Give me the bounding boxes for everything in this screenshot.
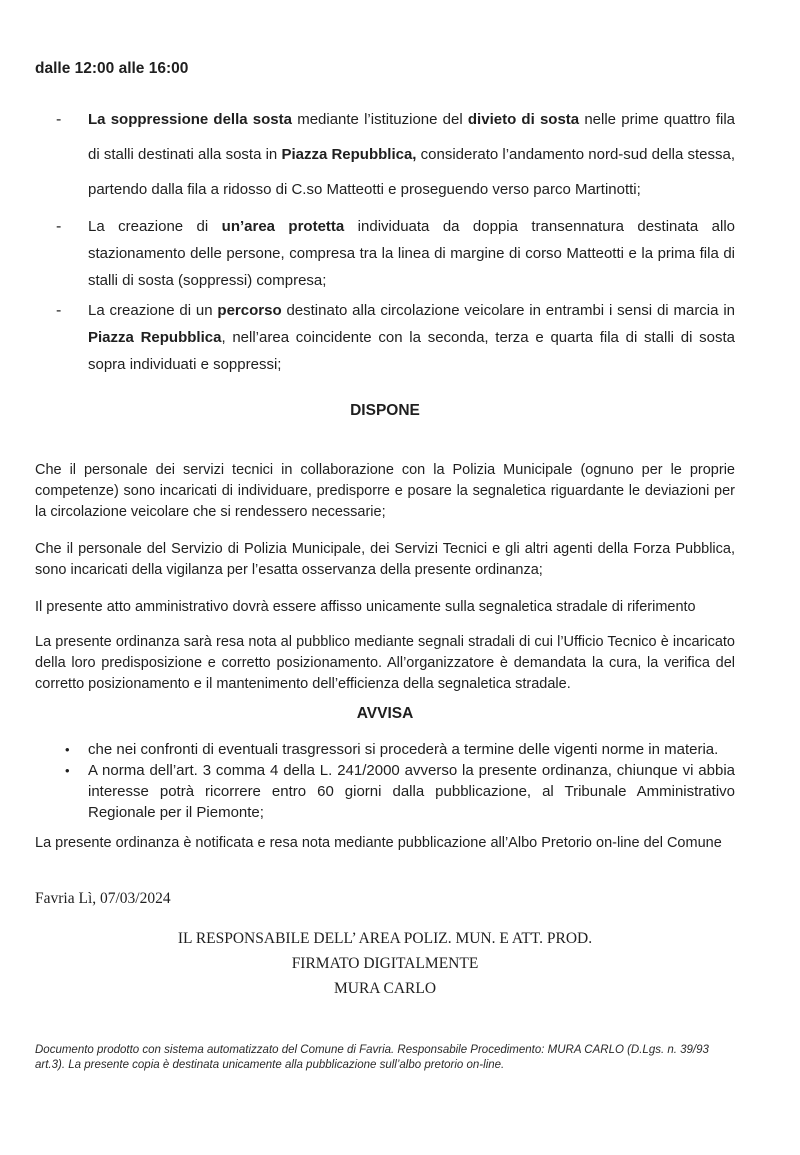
bullet-item-ricorso [35,760,735,823]
list-item-soppressione-sosta [35,102,735,207]
text-segment: Piazza Repubblica [88,329,222,346]
list-item-percorso [35,297,735,378]
list-item-text [88,102,735,207]
dash-marker: - [56,302,62,319]
document-footer-note: Documento prodotto con sistema automatizzato del Comune di Favria. Responsabile Procedimento: MURA CARLO (D.Lgs. n. 39/93 art.3). La presente copia è destinata unicamente alla pubblicazione sull’albo pretorio on-line. [35,1044,709,1071]
dash-list [35,102,735,378]
signature-digital-note: FIRMATO DIGITALMENTE [291,955,479,972]
text-segment: un’area protetta [221,218,345,235]
text-segment: La creazione di [88,218,222,235]
paragraph-atto-amministrativo: Il presente atto amministrativo dovrà essere affisso unicamente sulla segnaletica stradale di riferimento [35,599,696,615]
text-segment: Piazza Repubblica, [281,146,417,163]
closing-paragraph: La presente ordinanza è notificata e resa nota mediante pubblicazione all’Albo Pretorio on-line del Comune [35,835,722,851]
bullet-marker: • [65,763,70,778]
bullet-item-trasgressori [35,739,735,760]
list-item-text [88,213,735,294]
avvisa-heading: AVVISA [356,705,414,722]
list-item-text [88,297,735,378]
text-segment: mediante l’istituzione del [292,111,468,128]
bullet-item-text: A norma dell’art. 3 comma 4 della L. 241/2000 avverso la presente ordinanza, chiunque vi abbia interesse potrà ricorrere entro 60 giorni dalla pubblicazione, al Tribunale Amministrativo Regionale per il Piemonte; [88,762,735,821]
bullet-marker: • [65,742,70,757]
bullet-list [35,739,735,823]
signature-name: MURA CARLO [333,980,437,997]
text-segment: destinato alla circolazione veicolare in entrambi i sensi di marcia in [281,302,735,319]
text-segment: , nell’area coincidente con la seconda, terza e quarta fila di stalli di sosta sopra individuati e soppressi; [88,329,735,373]
text-segment: individuata da doppia transennatura destinata allo stazionamento delle persone, compresa tra la linea di margine di corso Matteotti e la prima fila di stalli di sosta (soppressi) compresa; [88,218,736,289]
time-range-line: dalle 12:00 alle 16:00 [35,60,189,77]
list-item-area-protetta [35,213,735,294]
dash-marker: - [56,111,62,128]
text-segment: La soppressione della sosta [88,111,292,128]
dash-marker: - [56,218,62,235]
paragraph-servizi-tecnici: Che il personale dei servizi tecnici in collaborazione con la Polizia Municipale (ognuno per le proprie competenze) sono incaricati di individuare, predisporre e posare la segnaletica riguardante le deviazioni per la circolazione veicolare che si rendessero necessarie; [35,462,735,520]
text-segment: percorso [217,302,282,319]
signature-block [35,926,735,1001]
date-line: Favria Lì, 07/03/2024 [35,890,171,907]
paragraph-polizia-municipale: Che il personale del Servizio di Polizia Municipale, dei Servizi Tecnici e gli altri agenti della Forza Pubblica, sono incaricati della vigilanza per l’esatta osservanza della presente ordinanza; [35,541,735,578]
text-segment: nelle prime quattro fila di stalli destinati alla sosta in [88,111,735,163]
dispone-heading: DISPONE [350,402,420,419]
text-segment: considerato l’andamento nord-sud della stessa, partendo dalla fila a ridosso di C.so Matteotti e proseguendo verso parco Martinotti; [88,146,736,198]
signature-role: IL RESPONSABILE DELL’ AREA POLIZ. MUN. E ATT. PROD. [177,930,593,947]
text-segment: La creazione di un [88,302,218,319]
text-segment: divieto di sosta [467,111,580,128]
paragraph-segnali-stradali: La presente ordinanza sarà resa nota al pubblico mediante segnali stradali di cui l’Ufficio Tecnico è incaricato della loro predisposizione e corretto posizionamento. All’organizzatore è demandata la cura, la verifica del corretto posizionamento e il mantenimento dell’efficienza della segnaletica stradale. [35,634,735,692]
bullet-item-text: che nei confronti di eventuali trasgressori si procederà a termine delle vigenti norme in materia. [88,741,719,758]
